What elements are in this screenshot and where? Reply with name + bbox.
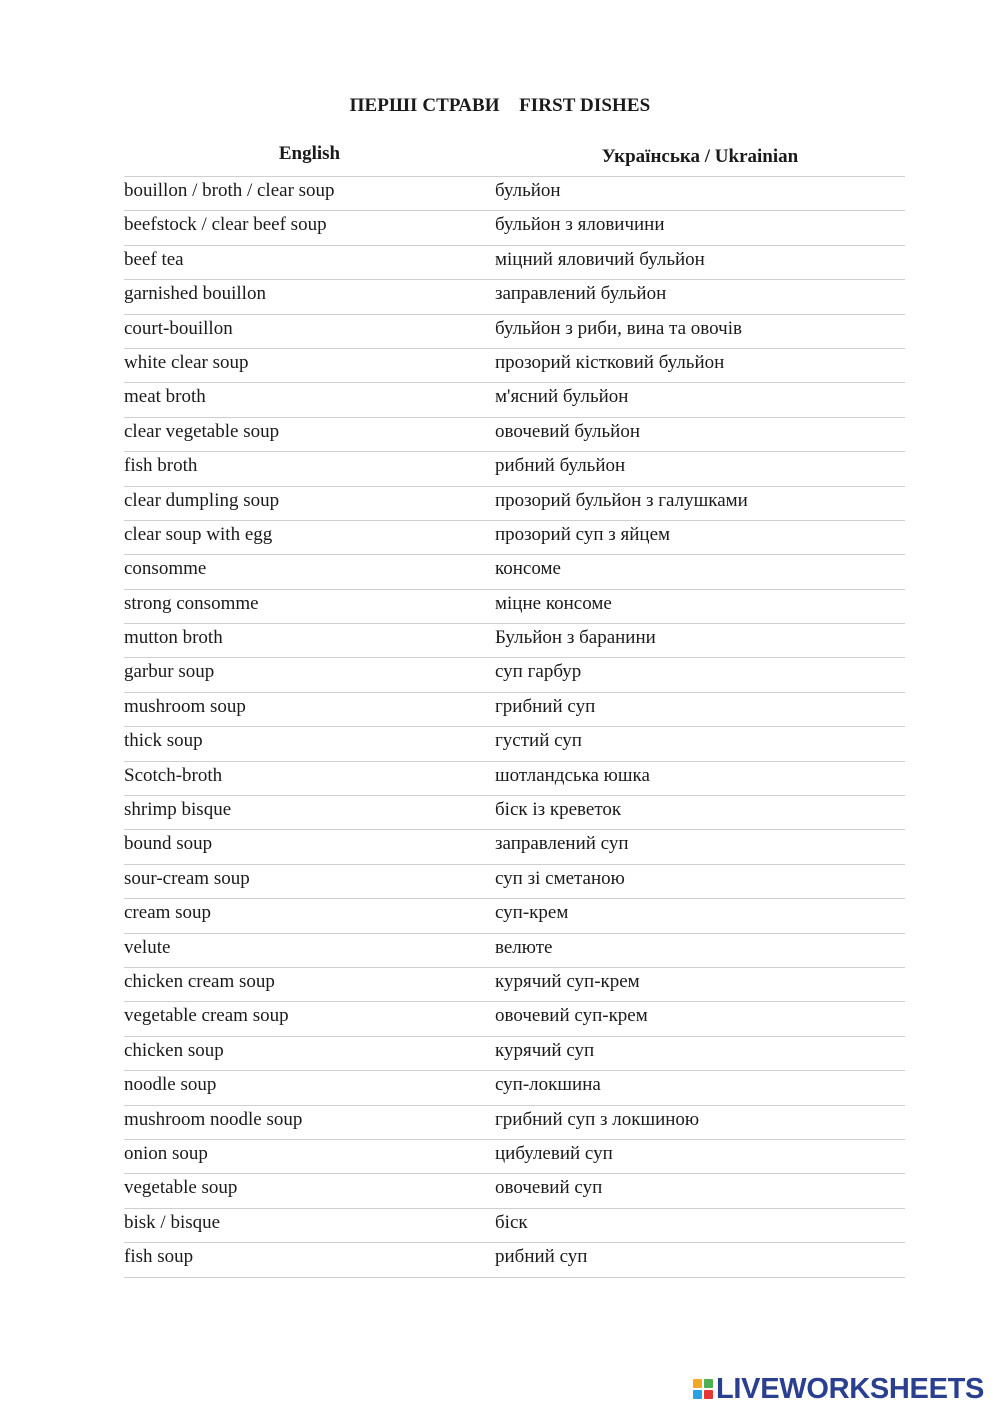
english-term: bound soup [124,833,213,855]
english-term: fish soup [124,1246,194,1268]
table-row [124,383,905,417]
table-row [124,280,905,314]
ukrainian-term: велюте [495,936,553,958]
english-term: clear soup with egg [124,523,273,545]
table-row [124,349,905,383]
table-row [124,177,905,211]
english-term: vegetable cream soup [124,1005,289,1027]
table-row [124,624,905,658]
table-row [124,315,905,349]
english-term: onion soup [124,1142,208,1164]
brand-text: LIVEWORKSHEETS [716,1373,985,1405]
ukrainian-term: Бульйон з баранини [495,627,656,649]
table-row [124,418,905,452]
english-term: mutton broth [124,627,223,649]
english-term: chicken soup [124,1039,224,1061]
english-term: cream soup [124,902,212,924]
table-row [124,211,905,245]
ukrainian-term: курячий суп-крем [495,970,640,992]
table-row [124,1002,905,1036]
ukrainian-term: біск із креветок [495,799,622,821]
table-row [124,865,905,899]
logo-square [704,1390,713,1399]
ukrainian-term: біск [495,1211,528,1233]
english-term: clear dumpling soup [124,489,280,511]
english-term: bisk / bisque [124,1211,221,1233]
english-term: garnished bouillon [124,283,266,305]
ukrainian-term: суп-локшина [495,1074,601,1096]
english-term: white clear soup [124,351,249,373]
ukrainian-term: бульйон [495,180,561,201]
ukrainian-term: м'ясний бульйон [495,386,629,408]
english-term: clear vegetable soup [124,420,280,442]
vocabulary-table [124,140,905,1278]
ukrainian-term: суп гарбур [495,661,582,683]
ukrainian-term: густий суп [495,730,582,752]
table-row [124,1106,905,1140]
table-row [124,246,905,280]
ukrainian-term: овочевий суп [495,1177,603,1199]
table-row [124,693,905,727]
english-term: vegetable soup [124,1177,238,1199]
ukrainian-term: цибулевий суп [495,1142,613,1164]
english-term: fish broth [124,455,198,477]
ukrainian-term: прозорий суп з яйцем [495,523,671,545]
table-row [124,968,905,1002]
ukrainian-term: бульйон з риби, вина та овочів [495,317,742,339]
table-row [124,727,905,761]
table-row [124,1174,905,1208]
english-term: meat broth [124,386,206,408]
english-term: sour-cream soup [124,867,250,889]
ukrainian-term: міцний яловичий бульйон [495,248,705,270]
table-header [124,140,905,177]
english-term: thick soup [124,730,203,752]
ukrainian-term: консоме [495,558,561,580]
table-row [124,762,905,796]
ukrainian-term: міцне консоме [495,592,612,614]
ukrainian-term: рибний суп [495,1246,588,1268]
english-term: mushroom soup [124,695,246,717]
english-term: chicken cream soup [124,970,275,992]
english-term: beef tea [124,248,184,270]
table-row [124,830,905,864]
ukrainian-term: грибний суп з локшиною [495,1108,700,1130]
logo-square [693,1390,702,1399]
ukrainian-term: овочевий бульйон [495,420,640,442]
table-row [124,1037,905,1071]
table-row [124,590,905,624]
column-header-ukrainian: Українська / Ukrainian [601,146,799,167]
document-title: ПЕРШІ СТРАВИ FIRST DISHES [349,95,651,116]
ukrainian-term: суп-крем [495,902,569,924]
english-term: beefstock / clear beef soup [124,214,327,236]
table-row [124,1243,905,1277]
table-row [124,1071,905,1105]
ukrainian-term: шотландська юшка [495,764,650,786]
table-row [124,452,905,486]
logo-square [704,1379,713,1388]
liveworksheets-brand [693,1374,984,1404]
ukrainian-term: заправлений суп [495,833,629,855]
english-term: velute [124,936,171,958]
english-term: strong consomme [124,592,259,614]
english-term: consomme [124,558,207,580]
ukrainian-term: грибний суп [495,695,596,717]
table-row [124,521,905,555]
english-term: court-bouillon [124,317,233,339]
ukrainian-term: прозорий кістковий бульйон [495,351,725,373]
ukrainian-term: овочевий суп-крем [495,1005,648,1027]
english-term: bouillon / broth / clear soup [124,180,335,201]
english-term: mushroom noodle soup [124,1108,303,1130]
ukrainian-term: курячий суп [495,1039,595,1061]
table-row [124,487,905,521]
liveworksheets-logo-icon [693,1379,713,1399]
english-term: shrimp bisque [124,799,232,821]
ukrainian-term: суп зі сметаною [495,867,625,889]
ukrainian-term: прозорий бульйон з галушками [495,489,748,511]
ukrainian-term: заправлений бульйон [495,283,667,305]
column-header-english: English [278,143,341,164]
table-row [124,555,905,589]
table-row [124,899,905,933]
english-term: Scotch-broth [124,764,223,786]
english-term: garbur soup [124,661,215,683]
table-row [124,934,905,968]
ukrainian-term: рибний бульйон [495,455,626,477]
table-row [124,1140,905,1174]
logo-square [693,1379,702,1388]
table-row [124,796,905,830]
table-row [124,658,905,692]
english-term: noodle soup [124,1074,217,1096]
table-row [124,1209,905,1243]
ukrainian-term: бульйон з яловичини [495,214,665,236]
table-body [124,177,905,1278]
